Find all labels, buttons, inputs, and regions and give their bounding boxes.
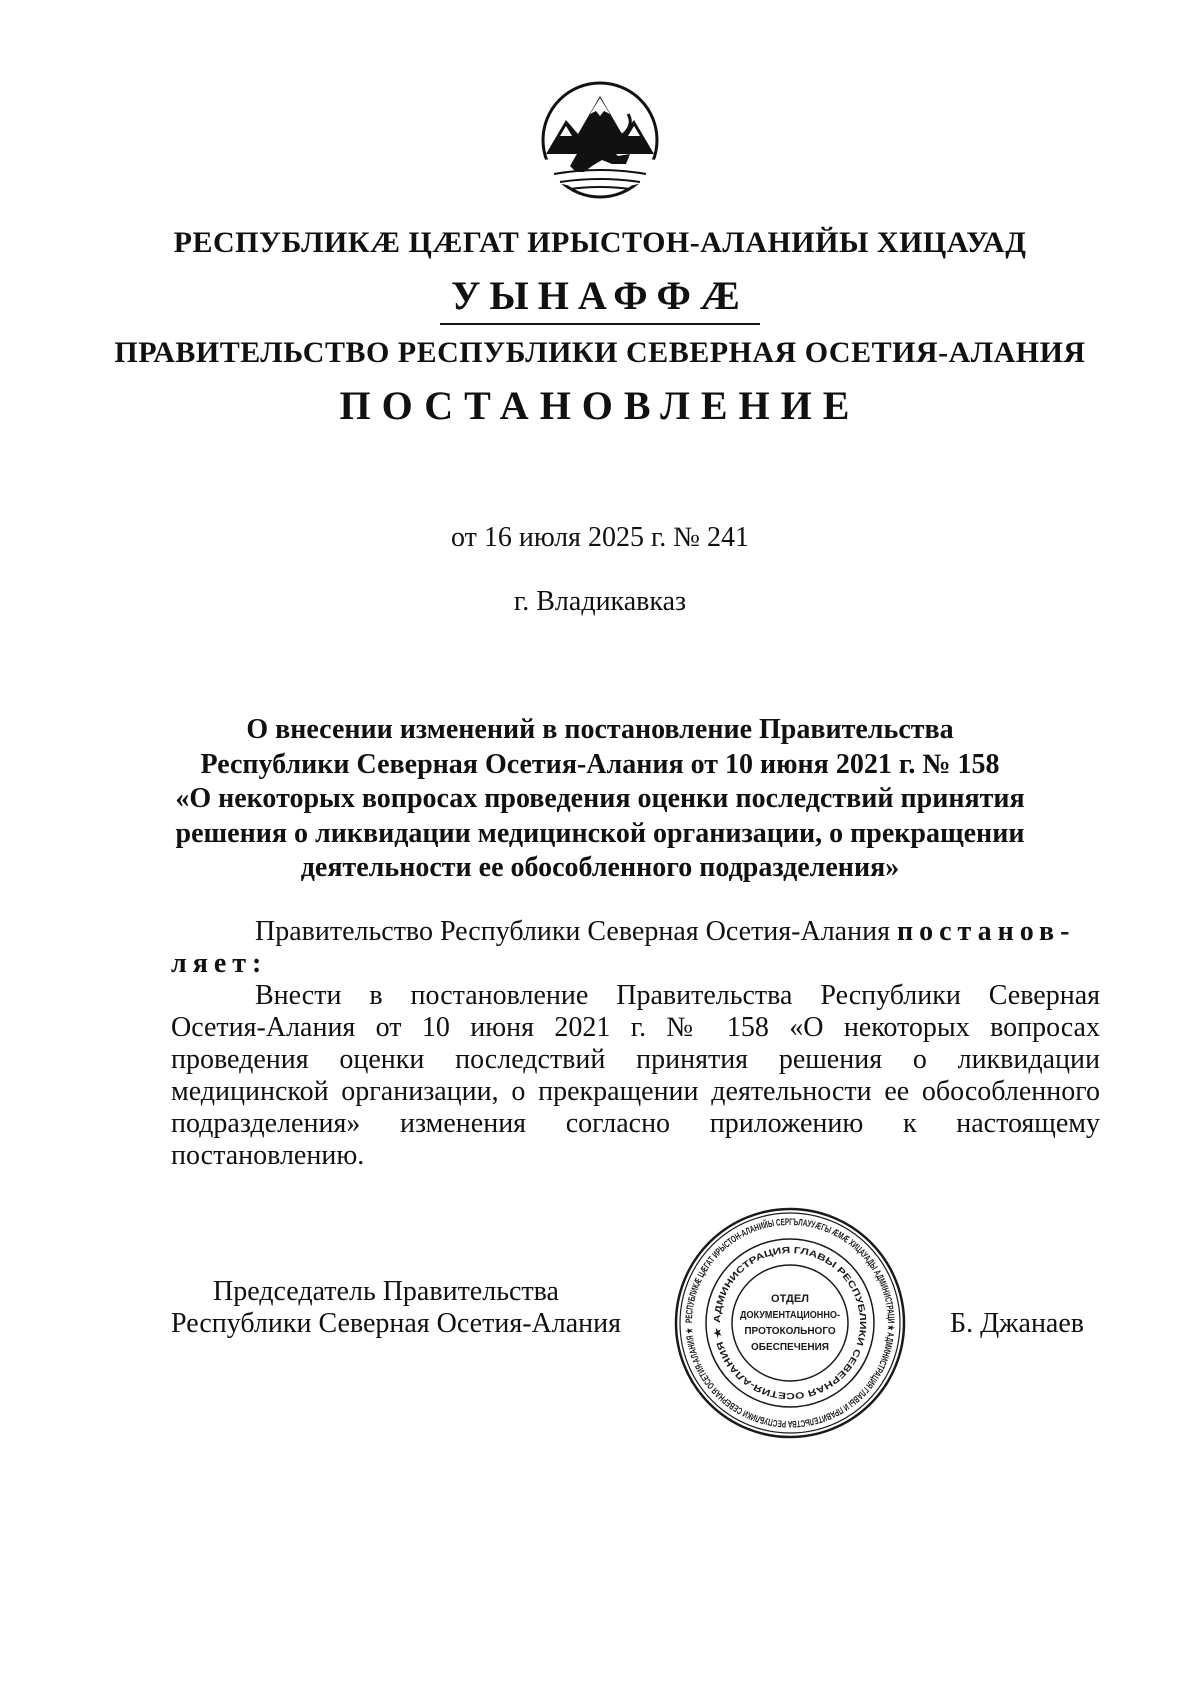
title-line: Республики Северная Осетия-Алания от 10 июня 2021 г. № 158	[200, 748, 1000, 780]
svg-text:АДМИНИСТРАЦИЯ ГЛАВЫ РЕСПУБЛИКИ	[712, 1245, 868, 1401]
stamp-outer-ring-text: РЕСПУБЛИКÆ ЦÆГАТ ИРЫСТОН-АЛАНИЙЫ СЕРГЪЛАУУÆГЫ ÆМÆ ХИЦАУАДЫ АДМИНИСТРАЦИ ★ АДМИНИСТРАЦИЯ ГЛАВЫ И ПРАВИТЕЛЬСТВА РЕСПУБЛИКИ СЕВЕРНАЯ ОСЕТИЯ-АЛАНИЯ ★	[683, 1216, 897, 1430]
intro-line	[171, 916, 1100, 948]
stamp-inner-border	[732, 1265, 848, 1381]
title-line: О внесении изменений в постановление Правительства	[246, 714, 954, 745]
signer-position-line1: Председатель Правительства	[213, 1276, 559, 1307]
stamp-outer-border	[676, 1209, 904, 1437]
title-line: деятельности ее обособленного подразделения»	[300, 852, 900, 883]
official-seal-stamp	[670, 1205, 910, 1441]
resolution-body	[171, 980, 1100, 1172]
body-line: Внести в постановление Правительства Республики Северная	[255, 980, 1100, 1011]
title-line: решения о ликвидации медицинской организации, о прекращении	[175, 817, 1025, 849]
document-title	[150, 713, 1050, 886]
signer-name: Б. Джанаев	[950, 1308, 1085, 1339]
body-line: Осетия-Алания от 10 июня 2021 г. № 158 «О некоторых вопросах	[171, 1012, 1100, 1043]
header-divider	[440, 323, 760, 325]
coat-of-arms-icon	[540, 80, 660, 200]
stamp-center-line: ОБЕСПЕЧЕНИЯ	[750, 1342, 830, 1353]
stamp-center-line: ОТДЕЛ	[771, 1293, 809, 1305]
document-city: г. Владикавказ	[513, 586, 687, 617]
signer-position-line2: Республики Северная Осетия-Алания	[171, 1308, 621, 1339]
body-line: проведения оценки последствий принятия решения о ликвидации	[171, 1044, 1100, 1075]
body-line: подразделения» изменения согласно приложению к настоящему	[171, 1108, 1100, 1139]
intro-text: Правительство Республики Северная Осетия-Алания	[255, 916, 897, 947]
document-date-number: от 16 июля 2025 г. № 241	[451, 522, 749, 553]
russian-government-name: ПРАВИТЕЛЬСТВО РЕСПУБЛИКИ СЕВЕРНАЯ ОСЕТИЯ-АЛАНИЯ	[114, 336, 1086, 369]
stamp-middle-border	[706, 1239, 874, 1407]
russian-document-type: ПОСТАНОВЛЕНИЕ	[339, 383, 861, 428]
resolution-intro	[171, 916, 1100, 980]
title-line: «О некоторых вопросах проведения оценки последствий принятия	[175, 783, 1025, 814]
resolves-word-part2: ляет:	[171, 948, 268, 979]
stamp-inner-ring-text: АДМИНИСТРАЦИЯ ГЛАВЫ РЕСПУБЛИКИ СЕВЕРНАЯ ОСЕТИЯ-АЛАНИЯ ★	[711, 1244, 869, 1402]
body-line: медицинской организации, о прекращении деятельности ее обособленного	[171, 1076, 1100, 1107]
body-line: постановлению.	[171, 1140, 365, 1171]
signer-position	[171, 1276, 621, 1340]
ossetian-government-name: РЕСПУБЛИКÆ ЦÆГАТ ИРЫСТОН-АЛАНИЙЫ ХИЦАУАД	[173, 226, 1027, 259]
ossetian-document-type: УЫНАФФÆ	[451, 273, 749, 318]
stamp-center-line: ДОКУМЕНТАЦИОННО-	[740, 1310, 840, 1321]
resolves-word-part1: постанов-	[896, 916, 1076, 947]
stamp-center-line: ПРОТОКОЛЬНОГО	[744, 1326, 836, 1337]
